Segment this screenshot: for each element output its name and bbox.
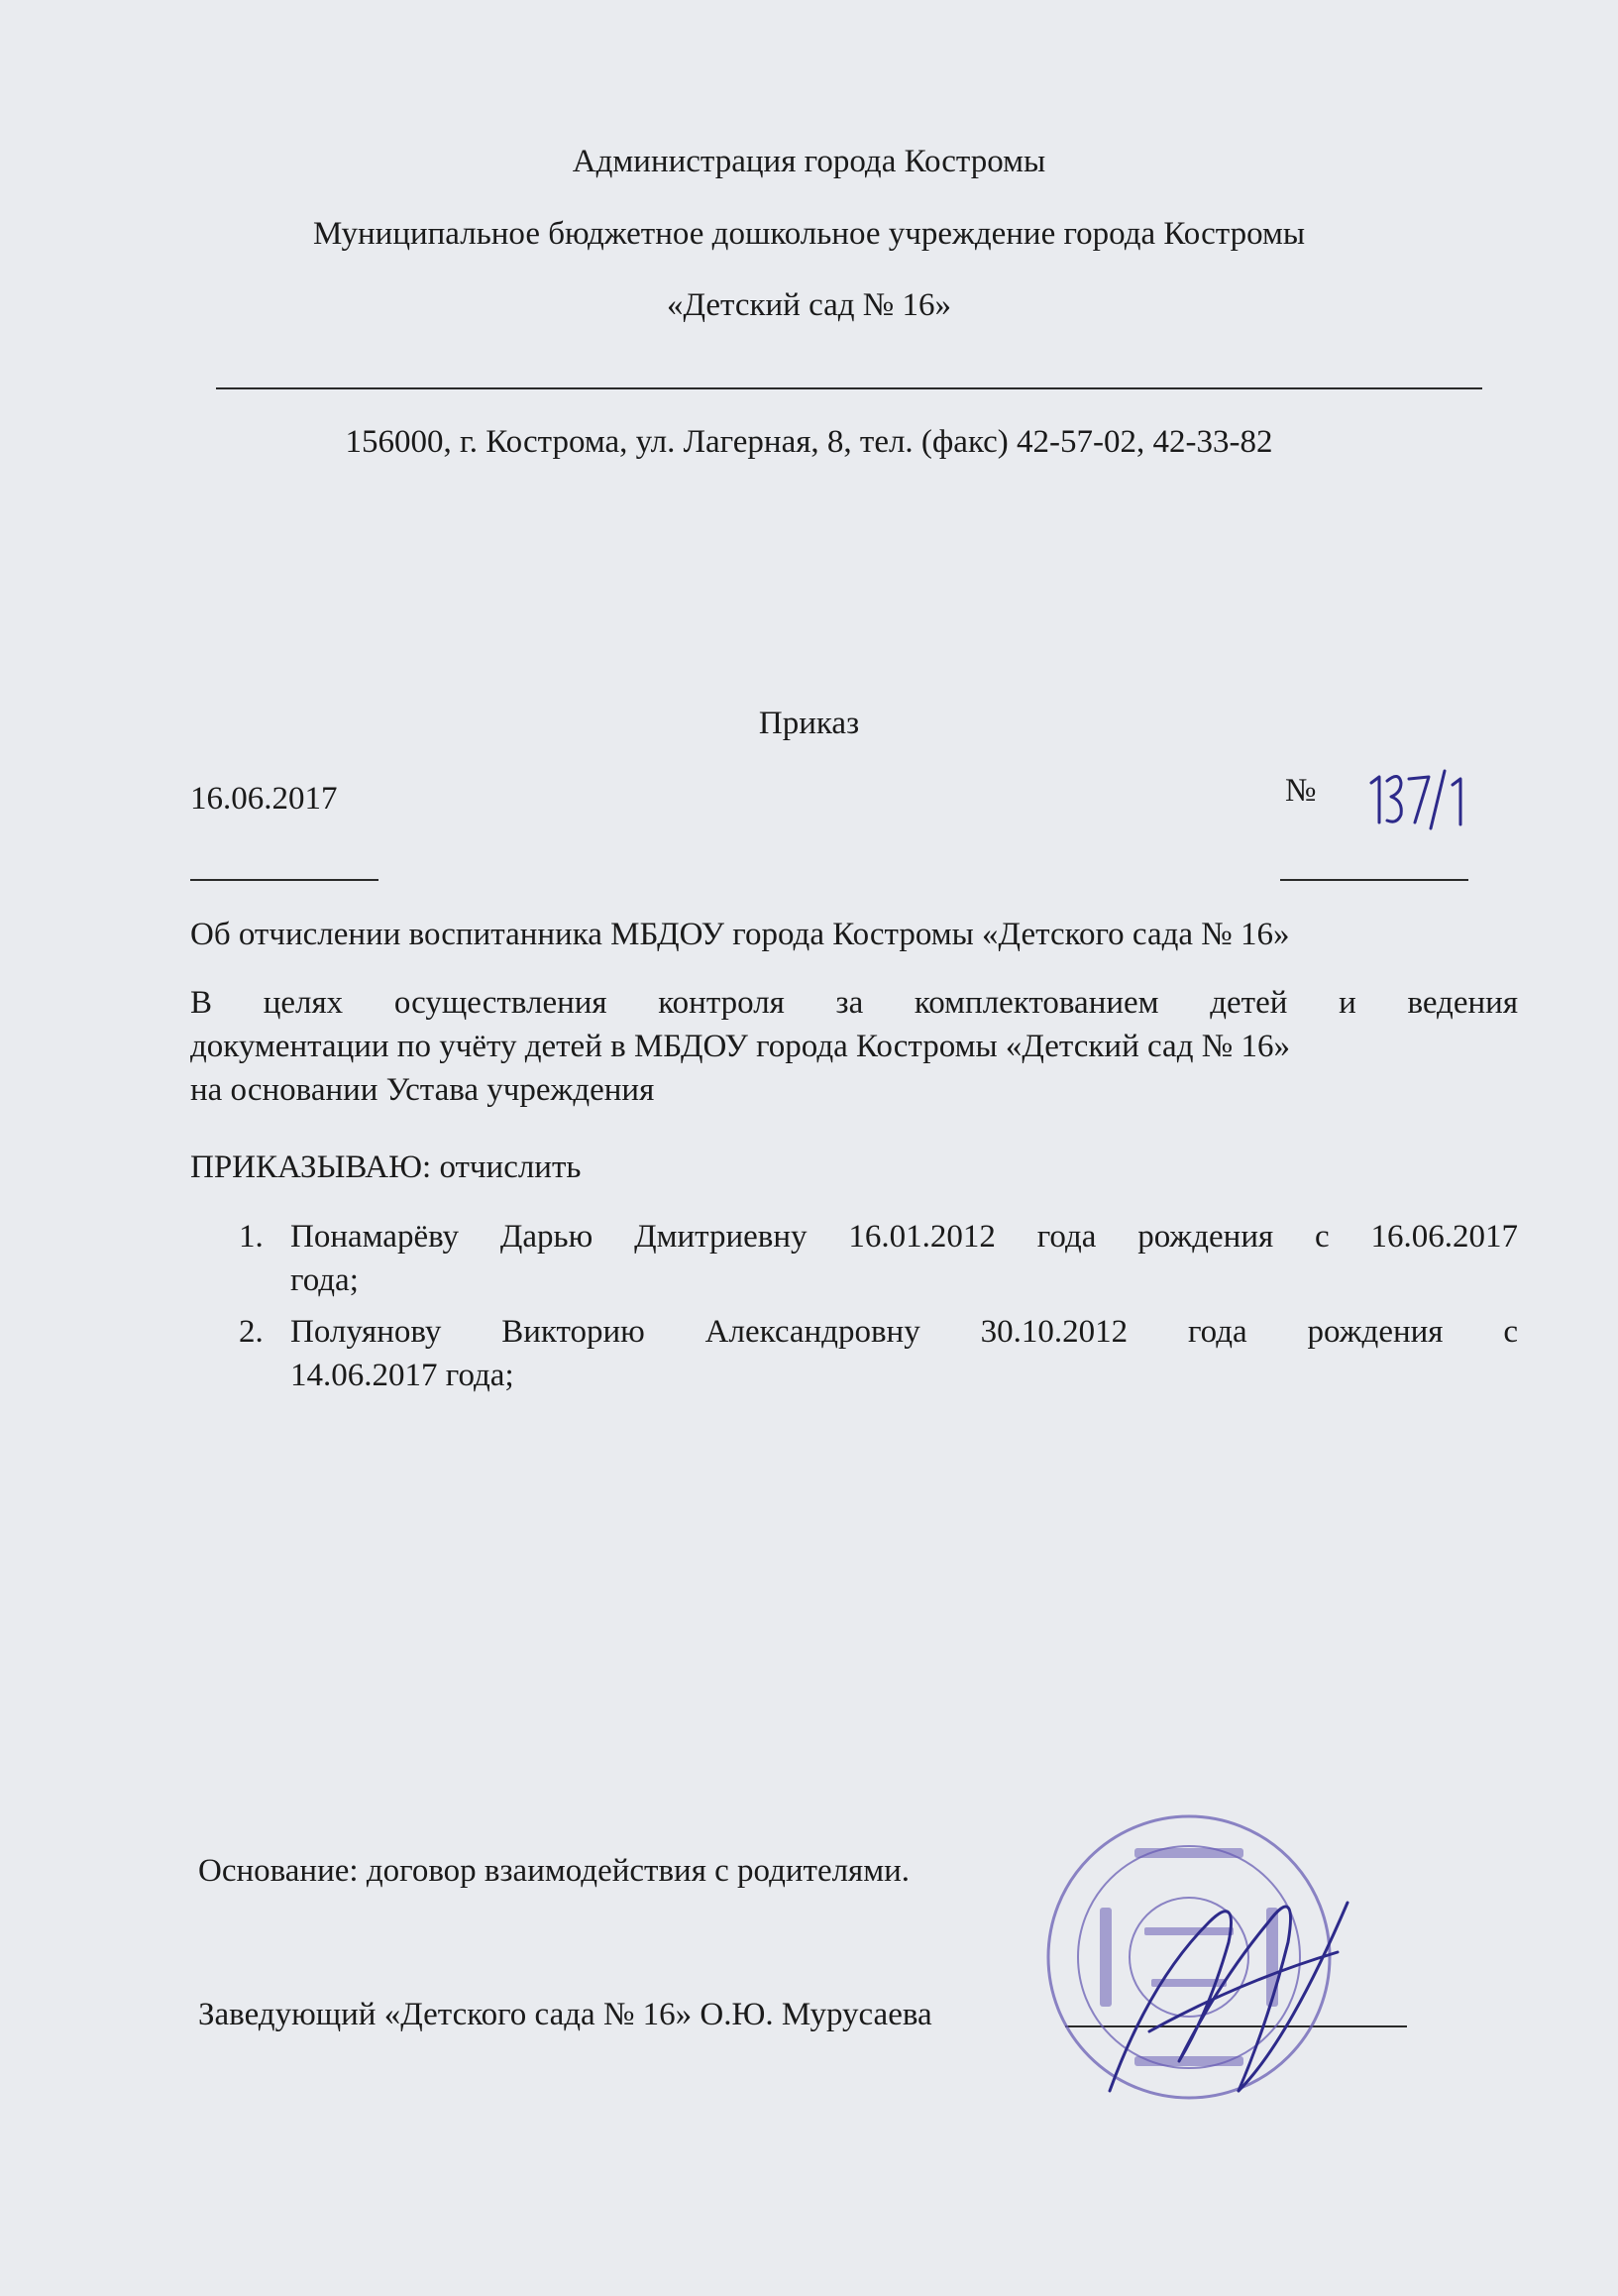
preamble-line-2: документации по учёту детей в МБДОУ города Костромы «Детский сад № 16»: [190, 1029, 1290, 1064]
header-divider: [216, 387, 1482, 389]
header-kindergarten: «Детский сад № 16»: [666, 287, 952, 323]
order-basis: Основание: договор взаимодействия с родителями.: [198, 1853, 911, 1889]
handwritten-order-number: [1365, 763, 1474, 832]
header-institution: Муниципальное бюджетное дошкольное учреждение города Костромы: [312, 216, 1306, 252]
order-subject: Об отчислении воспитанника МБДОУ города Костромы «Детского сада № 16»: [190, 917, 1290, 952]
list-item: [239, 1215, 1518, 1302]
preamble-line-1: В целях осуществления контроля за комплектованием детей и ведения: [190, 985, 1518, 1021]
date-underline: [190, 879, 378, 881]
header-administration: Администрация города Костромы: [572, 144, 1046, 179]
number-underline: [1280, 879, 1468, 881]
order-title: Приказ: [758, 706, 860, 741]
handwritten-signature: [1090, 1863, 1367, 2121]
list-item-line-1: Понамарёву Дарью Дмитриевну 16.01.2012 года рождения с 16.06.2017: [290, 1219, 1518, 1255]
signatory-line: Заведующий «Детского сада № 16» О.Ю. Мурусаева: [198, 1997, 932, 2032]
preamble-line-3: на основании Устава учреждения: [190, 1072, 655, 1108]
header-address: 156000, г. Кострома, ул. Лагерная, 8, тел. (факс) 42-57-02, 42-33-82: [345, 424, 1273, 460]
list-item: [239, 1310, 1518, 1397]
order-command: ПРИКАЗЫВАЮ: отчислить: [190, 1149, 582, 1185]
order-number-label: №: [1285, 773, 1317, 809]
order-date: 16.06.2017: [190, 781, 338, 817]
list-item-line-1: Полуянову Викторию Александровну 30.10.2012 года рождения с: [290, 1314, 1518, 1350]
list-item-number: 1.: [239, 1219, 264, 1255]
list-item-number: 2.: [239, 1314, 264, 1350]
list-item-line-2: года;: [290, 1262, 359, 1298]
list-item-line-2: 14.06.2017 года;: [290, 1358, 514, 1393]
